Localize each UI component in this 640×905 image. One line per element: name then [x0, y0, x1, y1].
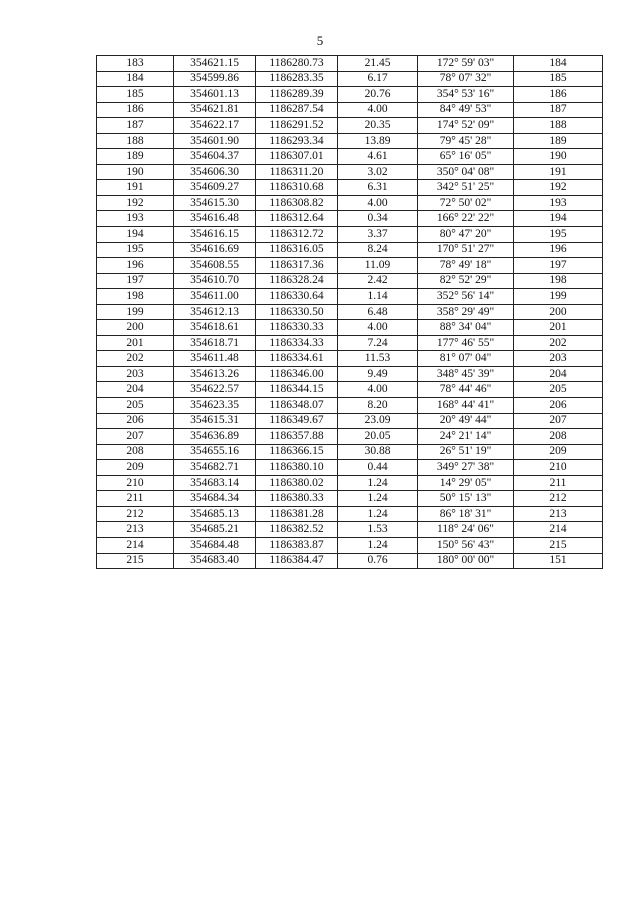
bearing-cell: 166° 22' 22" — [418, 211, 514, 227]
distance-cell: 8.24 — [338, 242, 418, 258]
table-row — [97, 553, 603, 569]
point-number-cell: 200 — [97, 320, 174, 336]
x-coordinate-cell: 354615.30 — [174, 195, 256, 211]
table-row — [97, 491, 603, 507]
point-number-cell: 207 — [97, 429, 174, 445]
distance-cell: 13.89 — [338, 133, 418, 149]
bearing-cell: 14° 29' 05" — [418, 475, 514, 491]
table-row — [97, 335, 603, 351]
x-coordinate-cell: 354613.26 — [174, 366, 256, 382]
next-point-cell: 207 — [514, 413, 603, 429]
next-point-cell: 213 — [514, 506, 603, 522]
distance-cell: 0.34 — [338, 211, 418, 227]
next-point-cell: 189 — [514, 133, 603, 149]
table-row — [97, 242, 603, 258]
table-row — [97, 180, 603, 196]
bearing-cell: 24° 21' 14" — [418, 429, 514, 445]
bearing-cell: 350° 04' 08" — [418, 164, 514, 180]
point-number-cell: 198 — [97, 289, 174, 305]
y-coordinate-cell: 1186344.15 — [256, 382, 338, 398]
y-coordinate-cell: 1186346.00 — [256, 366, 338, 382]
y-coordinate-cell: 1186330.33 — [256, 320, 338, 336]
y-coordinate-cell: 1186334.61 — [256, 351, 338, 367]
distance-cell: 1.24 — [338, 506, 418, 522]
next-point-cell: 210 — [514, 460, 603, 476]
distance-cell: 1.53 — [338, 522, 418, 538]
bearing-cell: 177° 46' 55" — [418, 335, 514, 351]
next-point-cell: 184 — [514, 56, 603, 72]
point-number-cell: 199 — [97, 304, 174, 320]
x-coordinate-cell: 354684.34 — [174, 491, 256, 507]
page-number: 5 — [316, 33, 324, 48]
x-coordinate-cell: 354606.30 — [174, 164, 256, 180]
distance-cell: 0.76 — [338, 553, 418, 569]
point-number-cell: 205 — [97, 398, 174, 414]
distance-cell: 20.35 — [338, 118, 418, 134]
point-number-cell: 184 — [97, 71, 174, 87]
table-row — [97, 304, 603, 320]
next-point-cell: 191 — [514, 164, 603, 180]
distance-cell: 0.44 — [338, 460, 418, 476]
next-point-cell: 151 — [514, 553, 603, 569]
next-point-cell: 186 — [514, 87, 603, 103]
bearing-cell: 84° 49' 53" — [418, 102, 514, 118]
distance-cell: 4.00 — [338, 195, 418, 211]
distance-cell: 6.48 — [338, 304, 418, 320]
x-coordinate-cell: 354612.13 — [174, 304, 256, 320]
next-point-cell: 200 — [514, 304, 603, 320]
next-point-cell: 194 — [514, 211, 603, 227]
y-coordinate-cell: 1186348.07 — [256, 398, 338, 414]
x-coordinate-cell: 354622.17 — [174, 118, 256, 134]
distance-cell: 4.00 — [338, 102, 418, 118]
distance-cell: 2.42 — [338, 273, 418, 289]
table-row — [97, 102, 603, 118]
distance-cell: 30.88 — [338, 444, 418, 460]
bearing-cell: 358° 29' 49" — [418, 304, 514, 320]
y-coordinate-cell: 1186308.82 — [256, 195, 338, 211]
distance-cell: 3.02 — [338, 164, 418, 180]
table-row — [97, 351, 603, 367]
table-row — [97, 273, 603, 289]
x-coordinate-cell: 354601.90 — [174, 133, 256, 149]
table-row — [97, 444, 603, 460]
x-coordinate-cell: 354621.81 — [174, 102, 256, 118]
y-coordinate-cell: 1186293.34 — [256, 133, 338, 149]
next-point-cell: 190 — [514, 149, 603, 165]
distance-cell: 4.00 — [338, 382, 418, 398]
y-coordinate-cell: 1186328.24 — [256, 273, 338, 289]
next-point-cell: 192 — [514, 180, 603, 196]
table-row — [97, 118, 603, 134]
table-row — [97, 164, 603, 180]
next-point-cell: 196 — [514, 242, 603, 258]
x-coordinate-cell: 354683.40 — [174, 553, 256, 569]
point-number-cell: 206 — [97, 413, 174, 429]
y-coordinate-cell: 1186291.52 — [256, 118, 338, 134]
distance-cell: 1.14 — [338, 289, 418, 305]
point-number-cell: 194 — [97, 227, 174, 243]
distance-cell: 9.49 — [338, 366, 418, 382]
bearing-cell: 150° 56' 43" — [418, 537, 514, 553]
bearing-cell: 80° 47' 20" — [418, 227, 514, 243]
x-coordinate-cell: 354618.61 — [174, 320, 256, 336]
point-number-cell: 203 — [97, 366, 174, 382]
x-coordinate-cell: 354611.48 — [174, 351, 256, 367]
y-coordinate-cell: 1186384.47 — [256, 553, 338, 569]
x-coordinate-cell: 354604.37 — [174, 149, 256, 165]
x-coordinate-cell: 354683.14 — [174, 475, 256, 491]
distance-cell: 21.45 — [338, 56, 418, 72]
table-row — [97, 475, 603, 491]
table-row — [97, 460, 603, 476]
point-number-cell: 214 — [97, 537, 174, 553]
table-row — [97, 429, 603, 445]
bearing-cell: 352° 56' 14" — [418, 289, 514, 305]
x-coordinate-cell: 354636.89 — [174, 429, 256, 445]
next-point-cell: 203 — [514, 351, 603, 367]
table-row — [97, 413, 603, 429]
table-row — [97, 211, 603, 227]
point-number-cell: 191 — [97, 180, 174, 196]
table-row — [97, 258, 603, 274]
next-point-cell: 197 — [514, 258, 603, 274]
bearing-cell: 342° 51' 25" — [418, 180, 514, 196]
table-row — [97, 320, 603, 336]
distance-cell: 4.61 — [338, 149, 418, 165]
point-number-cell: 212 — [97, 506, 174, 522]
bearing-cell: 174° 52' 09" — [418, 118, 514, 134]
y-coordinate-cell: 1186311.20 — [256, 164, 338, 180]
x-coordinate-cell: 354608.55 — [174, 258, 256, 274]
y-coordinate-cell: 1186317.36 — [256, 258, 338, 274]
distance-cell: 11.09 — [338, 258, 418, 274]
x-coordinate-cell: 354611.00 — [174, 289, 256, 305]
bearing-cell: 170° 51' 27" — [418, 242, 514, 258]
distance-cell: 1.24 — [338, 537, 418, 553]
point-number-cell: 208 — [97, 444, 174, 460]
y-coordinate-cell: 1186307.01 — [256, 149, 338, 165]
table-row — [97, 56, 603, 72]
point-number-cell: 185 — [97, 87, 174, 103]
bearing-cell: 81° 07' 04" — [418, 351, 514, 367]
next-point-cell: 187 — [514, 102, 603, 118]
table-body — [97, 56, 603, 569]
bearing-cell: 88° 34' 04" — [418, 320, 514, 336]
bearing-cell: 172° 59' 03" — [418, 56, 514, 72]
point-number-cell: 188 — [97, 133, 174, 149]
distance-cell: 4.00 — [338, 320, 418, 336]
y-coordinate-cell: 1186312.72 — [256, 227, 338, 243]
next-point-cell: 198 — [514, 273, 603, 289]
next-point-cell: 214 — [514, 522, 603, 538]
point-number-cell: 187 — [97, 118, 174, 134]
distance-cell: 7.24 — [338, 335, 418, 351]
distance-cell: 3.37 — [338, 227, 418, 243]
distance-cell: 8.20 — [338, 398, 418, 414]
x-coordinate-cell: 354610.70 — [174, 273, 256, 289]
point-number-cell: 189 — [97, 149, 174, 165]
y-coordinate-cell: 1186366.15 — [256, 444, 338, 460]
next-point-cell: 215 — [514, 537, 603, 553]
table-row — [97, 289, 603, 305]
x-coordinate-cell: 354655.16 — [174, 444, 256, 460]
y-coordinate-cell: 1186380.02 — [256, 475, 338, 491]
x-coordinate-cell: 354682.71 — [174, 460, 256, 476]
next-point-cell: 204 — [514, 366, 603, 382]
y-coordinate-cell: 1186349.67 — [256, 413, 338, 429]
x-coordinate-cell: 354685.21 — [174, 522, 256, 538]
bearing-cell: 20° 49' 44" — [418, 413, 514, 429]
bearing-cell: 86° 18' 31" — [418, 506, 514, 522]
y-coordinate-cell: 1186380.33 — [256, 491, 338, 507]
table-row — [97, 398, 603, 414]
bearing-cell: 72° 50' 02" — [418, 195, 514, 211]
point-number-cell: 186 — [97, 102, 174, 118]
bearing-cell: 354° 53' 16" — [418, 87, 514, 103]
point-number-cell: 210 — [97, 475, 174, 491]
next-point-cell: 199 — [514, 289, 603, 305]
point-number-cell: 193 — [97, 211, 174, 227]
x-coordinate-cell: 354622.57 — [174, 382, 256, 398]
table-row — [97, 506, 603, 522]
x-coordinate-cell: 354685.13 — [174, 506, 256, 522]
distance-cell: 6.31 — [338, 180, 418, 196]
table-row — [97, 87, 603, 103]
point-number-cell: 197 — [97, 273, 174, 289]
bearing-cell: 118° 24' 06" — [418, 522, 514, 538]
bearing-cell: 26° 51' 19" — [418, 444, 514, 460]
x-coordinate-cell: 354601.13 — [174, 87, 256, 103]
table-row — [97, 227, 603, 243]
point-number-cell: 196 — [97, 258, 174, 274]
distance-cell: 6.17 — [338, 71, 418, 87]
next-point-cell: 201 — [514, 320, 603, 336]
distance-cell: 23.09 — [338, 413, 418, 429]
point-number-cell: 215 — [97, 553, 174, 569]
next-point-cell: 188 — [514, 118, 603, 134]
y-coordinate-cell: 1186316.05 — [256, 242, 338, 258]
x-coordinate-cell: 354616.15 — [174, 227, 256, 243]
x-coordinate-cell: 354609.27 — [174, 180, 256, 196]
next-point-cell: 202 — [514, 335, 603, 351]
distance-cell: 11.53 — [338, 351, 418, 367]
point-number-cell: 213 — [97, 522, 174, 538]
bearing-cell: 65° 16' 05" — [418, 149, 514, 165]
bearing-cell: 78° 44' 46" — [418, 382, 514, 398]
distance-cell: 20.05 — [338, 429, 418, 445]
table-row — [97, 195, 603, 211]
table-row — [97, 522, 603, 538]
point-number-cell: 192 — [97, 195, 174, 211]
x-coordinate-cell: 354616.48 — [174, 211, 256, 227]
y-coordinate-cell: 1186380.10 — [256, 460, 338, 476]
point-number-cell: 190 — [97, 164, 174, 180]
y-coordinate-cell: 1186280.73 — [256, 56, 338, 72]
next-point-cell: 205 — [514, 382, 603, 398]
y-coordinate-cell: 1186310.68 — [256, 180, 338, 196]
y-coordinate-cell: 1186330.64 — [256, 289, 338, 305]
x-coordinate-cell: 354615.31 — [174, 413, 256, 429]
point-number-cell: 201 — [97, 335, 174, 351]
bearing-cell: 348° 45' 39" — [418, 366, 514, 382]
table-row — [97, 133, 603, 149]
y-coordinate-cell: 1186382.52 — [256, 522, 338, 538]
y-coordinate-cell: 1186330.50 — [256, 304, 338, 320]
distance-cell: 20.76 — [338, 87, 418, 103]
point-number-cell: 211 — [97, 491, 174, 507]
bearing-cell: 168° 44' 41" — [418, 398, 514, 414]
y-coordinate-cell: 1186283.35 — [256, 71, 338, 87]
y-coordinate-cell: 1186334.33 — [256, 335, 338, 351]
point-number-cell: 183 — [97, 56, 174, 72]
x-coordinate-cell: 354684.48 — [174, 537, 256, 553]
y-coordinate-cell: 1186289.39 — [256, 87, 338, 103]
table-row — [97, 149, 603, 165]
point-number-cell: 195 — [97, 242, 174, 258]
bearing-cell: 78° 49' 18" — [418, 258, 514, 274]
coordinates-table — [96, 55, 603, 569]
table-row — [97, 382, 603, 398]
next-point-cell: 193 — [514, 195, 603, 211]
next-point-cell: 185 — [514, 71, 603, 87]
point-number-cell: 204 — [97, 382, 174, 398]
y-coordinate-cell: 1186357.88 — [256, 429, 338, 445]
bearing-cell: 82° 52' 29" — [418, 273, 514, 289]
point-number-cell: 209 — [97, 460, 174, 476]
next-point-cell: 208 — [514, 429, 603, 445]
y-coordinate-cell: 1186287.54 — [256, 102, 338, 118]
next-point-cell: 211 — [514, 475, 603, 491]
point-number-cell: 202 — [97, 351, 174, 367]
bearing-cell: 78° 07' 32" — [418, 71, 514, 87]
bearing-cell: 180° 00' 00" — [418, 553, 514, 569]
next-point-cell: 195 — [514, 227, 603, 243]
x-coordinate-cell: 354616.69 — [174, 242, 256, 258]
bearing-cell: 79° 45' 28" — [418, 133, 514, 149]
bearing-cell: 349° 27' 38" — [418, 460, 514, 476]
x-coordinate-cell: 354623.35 — [174, 398, 256, 414]
y-coordinate-cell: 1186383.87 — [256, 537, 338, 553]
next-point-cell: 209 — [514, 444, 603, 460]
next-point-cell: 212 — [514, 491, 603, 507]
x-coordinate-cell: 354618.71 — [174, 335, 256, 351]
table-row — [97, 537, 603, 553]
distance-cell: 1.24 — [338, 475, 418, 491]
table-row — [97, 71, 603, 87]
y-coordinate-cell: 1186381.28 — [256, 506, 338, 522]
bearing-cell: 50° 15' 13" — [418, 491, 514, 507]
x-coordinate-cell: 354621.15 — [174, 56, 256, 72]
table-row — [97, 366, 603, 382]
distance-cell: 1.24 — [338, 491, 418, 507]
x-coordinate-cell: 354599.86 — [174, 71, 256, 87]
next-point-cell: 206 — [514, 398, 603, 414]
y-coordinate-cell: 1186312.64 — [256, 211, 338, 227]
